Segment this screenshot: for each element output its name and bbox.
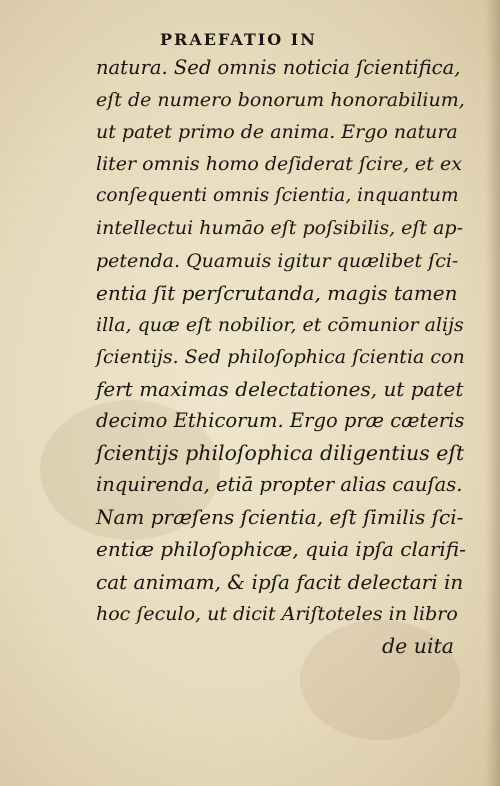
text-line: ut patet primo de anima. Ergo natura — [96, 121, 458, 144]
text-line: entiæ philoſophicæ, quia ipſa clarifi- — [96, 537, 466, 562]
text-line: hoc ſeculo, ut dicit Ariſtoteles in libro — [96, 602, 458, 625]
catchword: de uita — [382, 633, 454, 658]
text-line: liter omnis homo deſiderat ſcire, et ex — [96, 153, 462, 176]
page-gutter-shadow — [486, 0, 500, 786]
text-line: decimo Ethicorum. Ergo præ cæteris — [96, 409, 465, 433]
body-text — [96, 52, 466, 662]
running-head: PRAEFATIO IN — [160, 30, 317, 49]
text-line: inquirenda, etiā propter alias cauſas. — [96, 473, 463, 497]
text-line: ſcientijs. Sed philoſophica ſcientia con — [96, 345, 465, 368]
text-line: ſcientijs philoſophica diligentius eſt — [96, 441, 465, 466]
text-line: cat animam, & ipſa facit delectari in — [96, 569, 464, 594]
text-line: conſequenti omnis ſcientia, inquantum — [96, 185, 459, 207]
text-line: fert maximas delectationes, ut patet — [96, 376, 464, 401]
text-line: intellectui humāo eſt poſsibilis, eſt ap- — [96, 217, 464, 240]
text-line: eſt de numero bonorum honorabilium, — [96, 89, 465, 112]
text-line: entia ſit perſcrutanda, magis tamen — [96, 280, 458, 305]
text-line: Nam præſens ſcientia, eſt ſimilis ſci- — [96, 505, 464, 530]
text-line: petenda. Quamuis igitur quælibet ſci- — [96, 249, 459, 272]
text-line: natura. Sed omnis noticia ſcientifica, — [96, 56, 461, 79]
text-line: illa, quæ eſt nobilior, et cōmunior alijs — [96, 313, 464, 336]
